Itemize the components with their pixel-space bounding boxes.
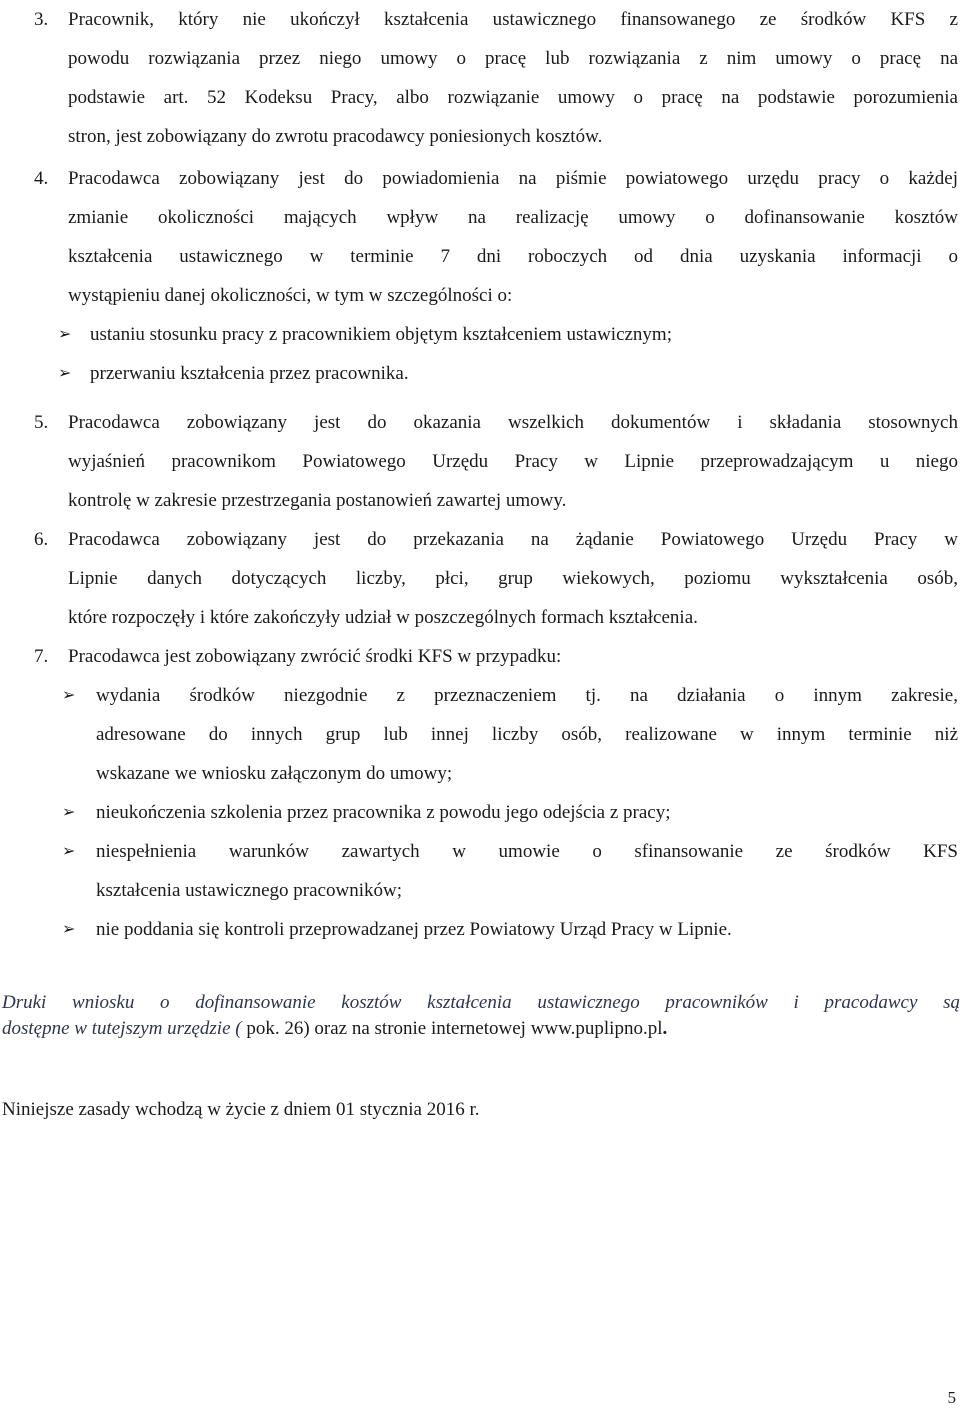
list-item-3 [0, 0, 958, 156]
note-period: . [662, 1018, 668, 1039]
arrow-bullet-icon: ➢ [58, 326, 72, 343]
bullet-list [0, 676, 958, 949]
item-line: Pracownik, który nie ukończył kształcenia ustawicznego finansowanego ze środków KFS z [68, 9, 958, 30]
bullet-line: wydania środków niezgodnie z przeznaczeniem tj. na działania o innym zakresie, [96, 685, 958, 706]
item-text [68, 159, 958, 315]
item-number: 4. [34, 168, 49, 189]
item-line: Pracodawca zobowiązany jest do okazania wszelkich dokumentów i składania stosownych [68, 412, 958, 433]
item-number: 3. [34, 9, 49, 30]
item-line: kontrolę w zakresie przestrzegania postanowień zawartej umowy. [68, 490, 567, 511]
bullet-line: niespełnienia warunków zawartych w umowie o sfinansowanie ze środków KFS [96, 841, 958, 862]
item-number: 7. [34, 646, 49, 667]
bullet-list [0, 315, 958, 393]
item-text [68, 403, 958, 520]
list-item-4 [0, 159, 958, 315]
item-line: Pracodawca zobowiązany jest do powiadomienia na piśmie powiatowego urzędu pracy o każdej [68, 168, 958, 189]
list-item-5 [0, 403, 958, 520]
item-line: podstawie art. 52 Kodeksu Pracy, albo rozwiązanie umowy o pracę na podstawie porozumienia [68, 87, 958, 108]
note-line-1: Druki wniosku o dofinansowanie kosztów kształcenia ustawicznego pracowników i pracodawcy są [2, 992, 960, 1013]
item-text [68, 637, 958, 676]
arrow-bullet-icon: ➢ [62, 921, 76, 938]
item-number: 5. [34, 412, 49, 433]
item-line: zmianie okoliczności mających wpływ na realizację umowy o dofinansowanie kosztów [68, 207, 958, 228]
arrow-bullet-icon: ➢ [62, 804, 76, 821]
bullet-line: wskazane we wniosku załączonym do umowy; [96, 763, 453, 784]
item-line: kształcenia ustawicznego w terminie 7 dni roboczych od dnia uzyskania informacji o [68, 246, 958, 267]
page-number: 5 [947, 1388, 956, 1407]
item-line: Pracodawca jest zobowiązany zwrócić środki KFS w przypadku: [68, 646, 562, 667]
item-line: Lipnie danych dotyczących liczby, płci, grup wiekowych, poziomu wykształcenia osób, [68, 568, 958, 589]
note-line-2 [2, 1016, 960, 1042]
item-line: Pracodawca zobowiązany jest do przekazania na żądanie Powiatowego Urzędu Pracy w [68, 529, 958, 550]
forms-note [2, 990, 960, 1042]
bullet-text: nie poddania się kontroli przeprowadzanej przez Powiatowy Urząd Pracy w Lipnie. [96, 919, 732, 940]
bullet-line: kształcenia ustawicznego pracowników; [96, 880, 402, 901]
item-line: stron, jest zobowiązany do zwrotu pracodawcy poniesionych kosztów. [68, 126, 603, 147]
bullet-text: nieukończenia szkolenia przez pracownika z powodu jego odejścia z pracy; [96, 802, 671, 823]
arrow-bullet-icon: ➢ [62, 843, 76, 860]
item-line: wyjaśnień pracownikom Powiatowego Urzędu Pracy w Lipnie przeprowadzającym u niego [68, 451, 958, 472]
item-line: które rozpoczęły i które zakończyły udział w poszczególnych formach kształcenia. [68, 607, 698, 628]
arrow-bullet-icon: ➢ [62, 687, 76, 704]
list-item-7 [0, 637, 958, 676]
note-italic-part: dostępne w tutejszym urzędzie ( [2, 1018, 242, 1039]
arrow-bullet-icon: ➢ [58, 365, 72, 382]
bullet-text: przerwaniu kształcenia przez pracownika. [90, 363, 409, 384]
item-line: wystąpieniu danej okoliczności, w tym w szczególności o: [68, 285, 513, 306]
bullet-line: adresowane do innych grup lub innej liczby osób, realizowane w innym terminie niż [96, 724, 958, 745]
list-item-6 [0, 520, 958, 637]
bullet-text: ustaniu stosunku pracy z pracownikiem objętym kształceniem ustawicznym; [90, 324, 672, 345]
item-line: powodu rozwiązania przez niego umowy o pracę lub rozwiązania z nim umowy o pracę na [68, 48, 958, 69]
note-plain-part: pok. 26) oraz na stronie internetowej www.puplipno.pl [241, 1018, 663, 1039]
item-number: 6. [34, 529, 49, 550]
item-text [68, 0, 958, 156]
effective-date-statement: Niniejsze zasady wchodzą w życie z dniem 01 stycznia 2016 r. [2, 1099, 480, 1120]
item-text [68, 520, 958, 637]
